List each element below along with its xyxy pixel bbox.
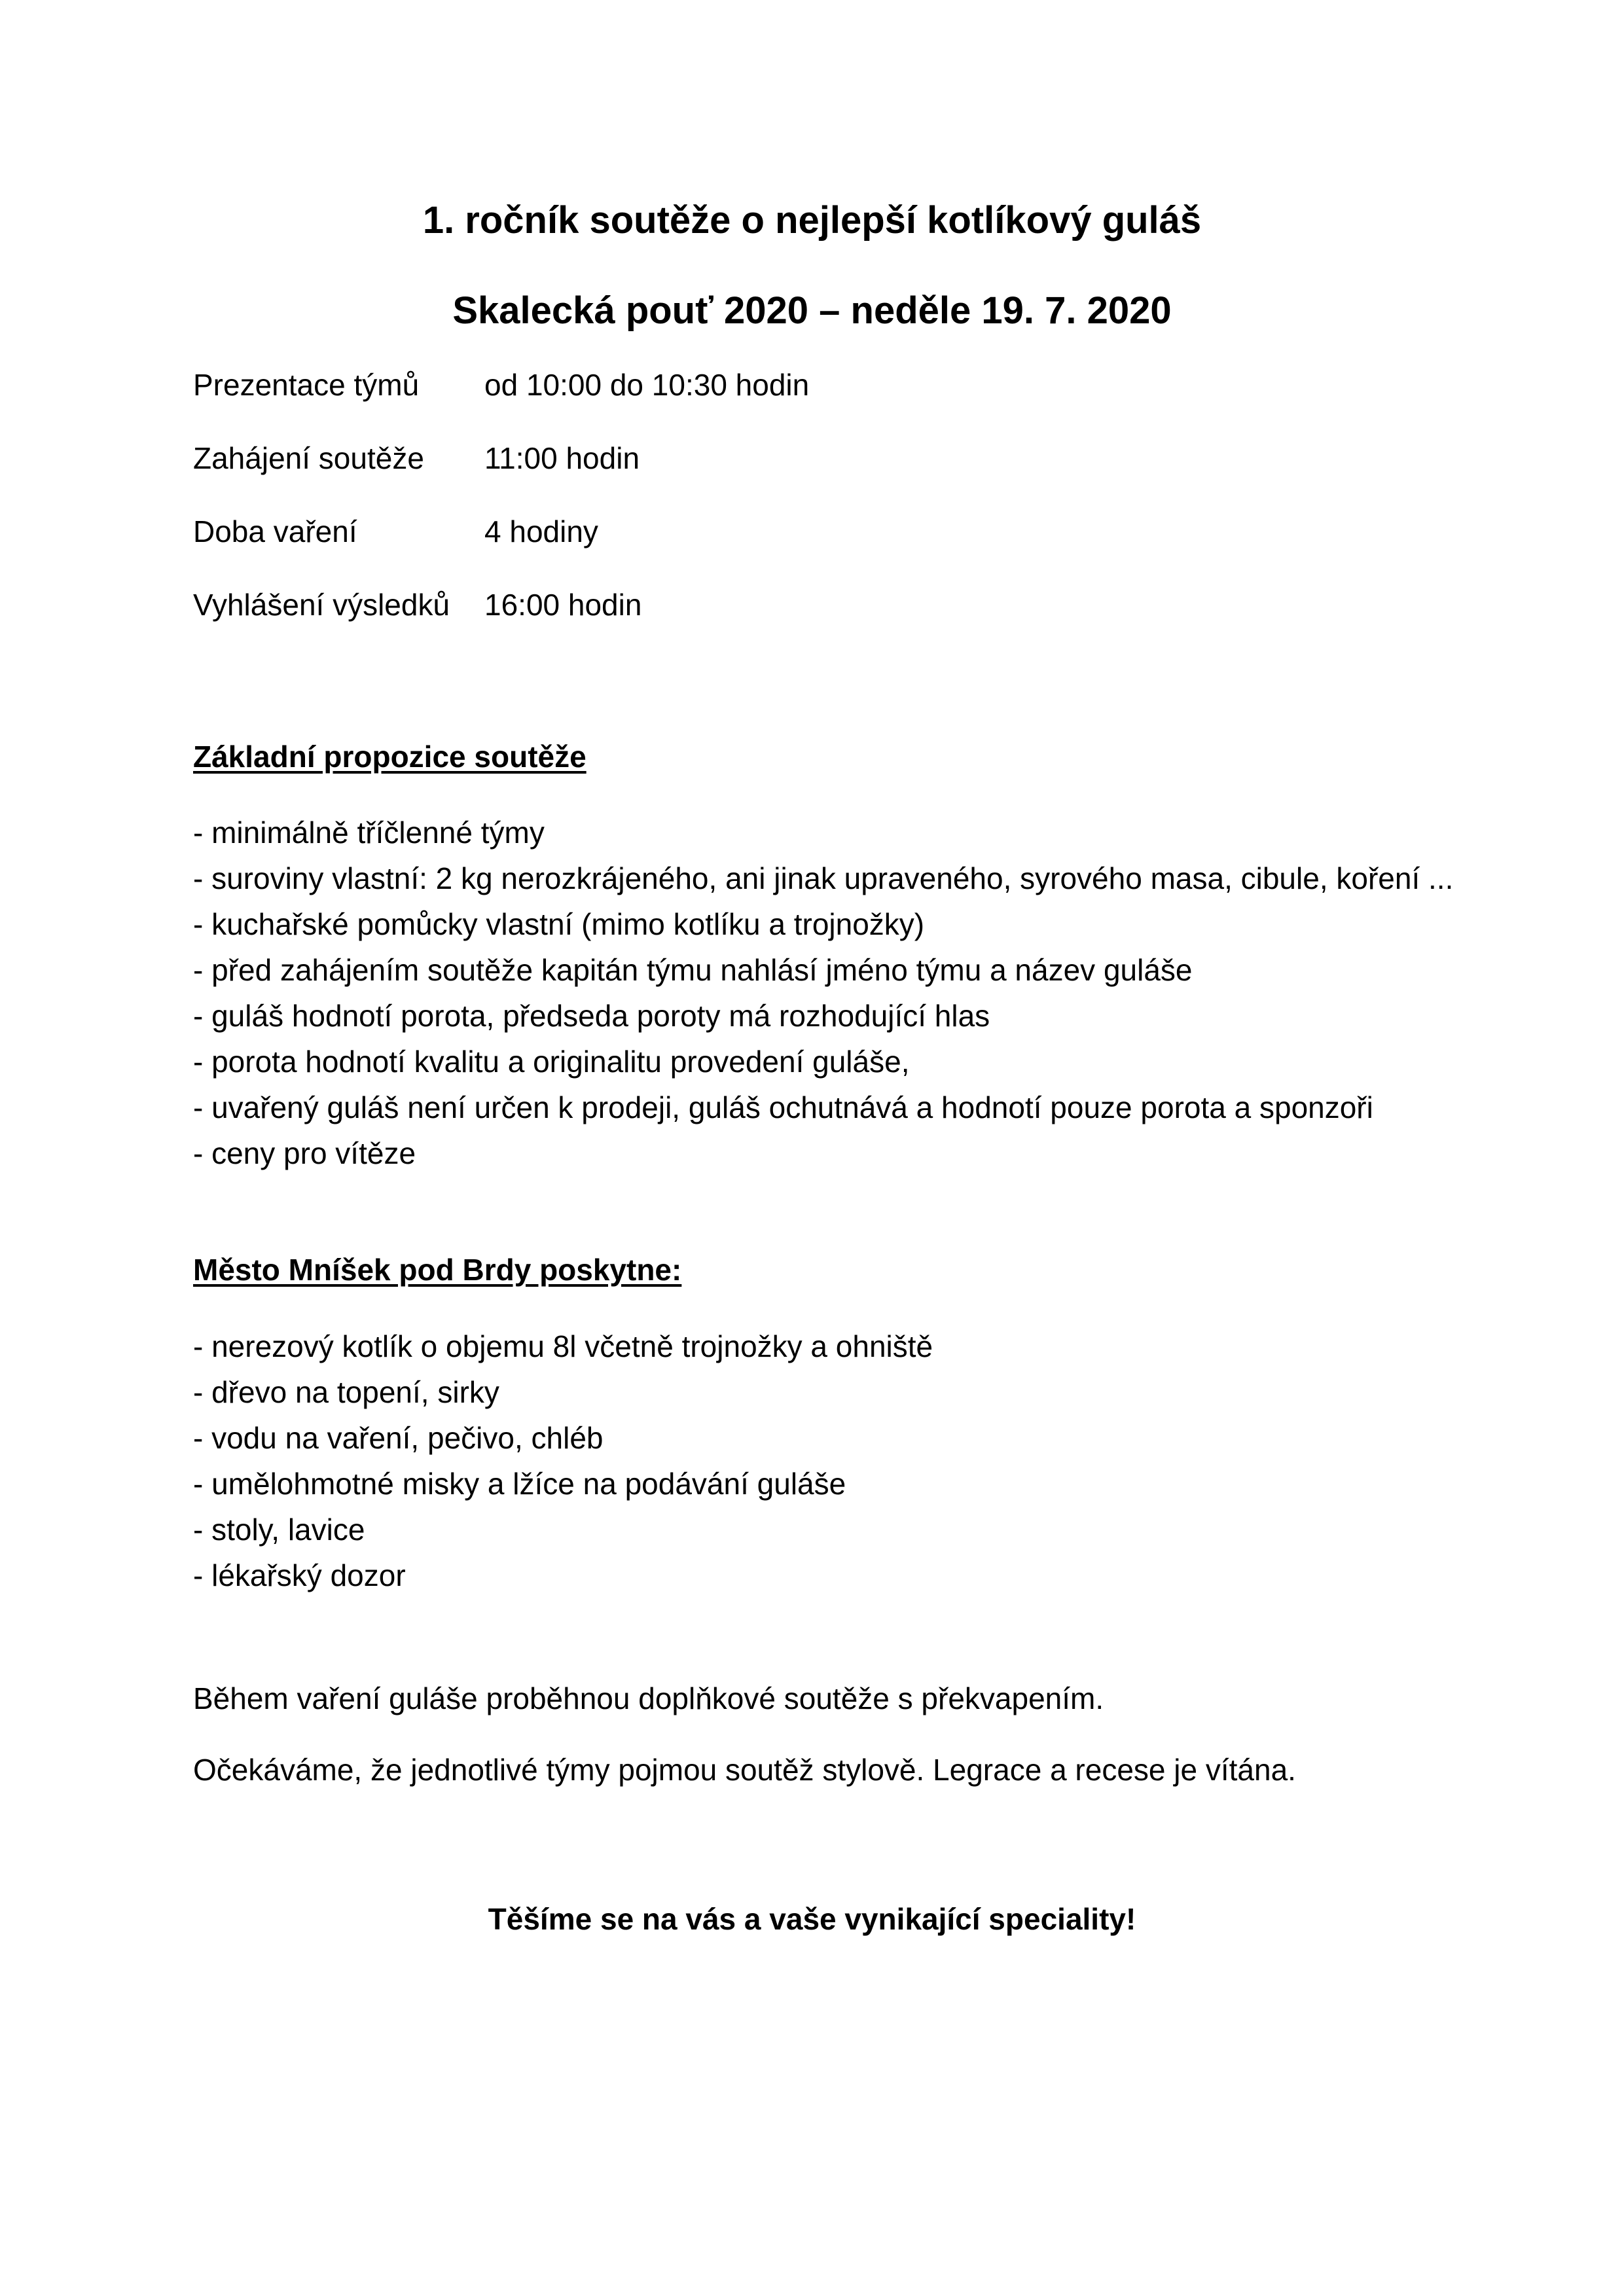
rules-heading: Základní propozice soutěže <box>193 740 586 774</box>
closing-line: Těšíme se na vás a vaše vynikající speciality! <box>488 1902 1136 1936</box>
list-item: - porota hodnotí kvalitu a originalitu provedení guláše, <box>193 1045 910 1079</box>
document-title: 1. ročník soutěže o nejlepší kotlíkový guláš <box>422 199 1202 242</box>
schedule-label: Prezentace týmů <box>193 368 420 402</box>
list-item: - uvařený guláš není určen k prodeji, guláš ochutnává a hodnotí pouze porota a sponzoři <box>193 1090 1373 1124</box>
list-item: - stoly, lavice <box>193 1513 365 1547</box>
list-item: - kuchařské pomůcky vlastní (mimo kotlíku a trojnožky) <box>193 907 925 941</box>
list-item: - ceny pro vítěze <box>193 1136 416 1170</box>
schedule-value: 16:00 hodin <box>484 588 642 622</box>
document-subtitle: Skalecká pouť 2020 – neděle 19. 7. 2020 <box>452 289 1172 332</box>
city-provides-heading: Město Mníšek pod Brdy poskytne: <box>193 1253 682 1287</box>
list-item: - suroviny vlastní: 2 kg nerozkrájeného, ani jinak upraveného, syrového masa, cibule, koření ... <box>193 861 1454 895</box>
list-item: - minimálně tříčlenné týmy <box>193 816 545 850</box>
list-item: - před zahájením soutěže kapitán týmu nahlásí jméno týmu a název guláše <box>193 953 1193 987</box>
expectations-paragraph: Očekáváme, že jednotlivé týmy pojmou soutěž stylově. Legrace a recese je vítána. <box>193 1753 1296 1787</box>
schedule-label: Doba vaření <box>193 514 357 548</box>
list-item: - lékařský dozor <box>193 1558 406 1592</box>
list-item: - nerezový kotlík o objemu 8l včetně trojnožky a ohniště <box>193 1329 933 1363</box>
schedule-label: Vyhlášení výsledků <box>193 588 450 622</box>
list-item: - vodu na vaření, pečivo, chléb <box>193 1421 604 1455</box>
list-item: - dřevo na topení, sirky <box>193 1375 499 1409</box>
schedule-value: 4 hodiny <box>484 514 598 548</box>
city-provides-list <box>193 1323 933 1598</box>
side-competitions-paragraph: Během vaření guláše proběhnou doplňkové soutěže s překvapením. <box>193 1681 1104 1715</box>
schedule-value: 11:00 hodin <box>484 441 640 475</box>
rules-list <box>193 810 1453 1176</box>
list-item: - umělohmotné misky a lžíce na podávání guláše <box>193 1467 846 1501</box>
schedule-label: Zahájení soutěže <box>193 441 424 475</box>
list-item: - guláš hodnotí porota, předseda poroty má rozhodující hlas <box>193 999 990 1033</box>
schedule-value: od 10:00 do 10:30 hodin <box>484 368 810 402</box>
